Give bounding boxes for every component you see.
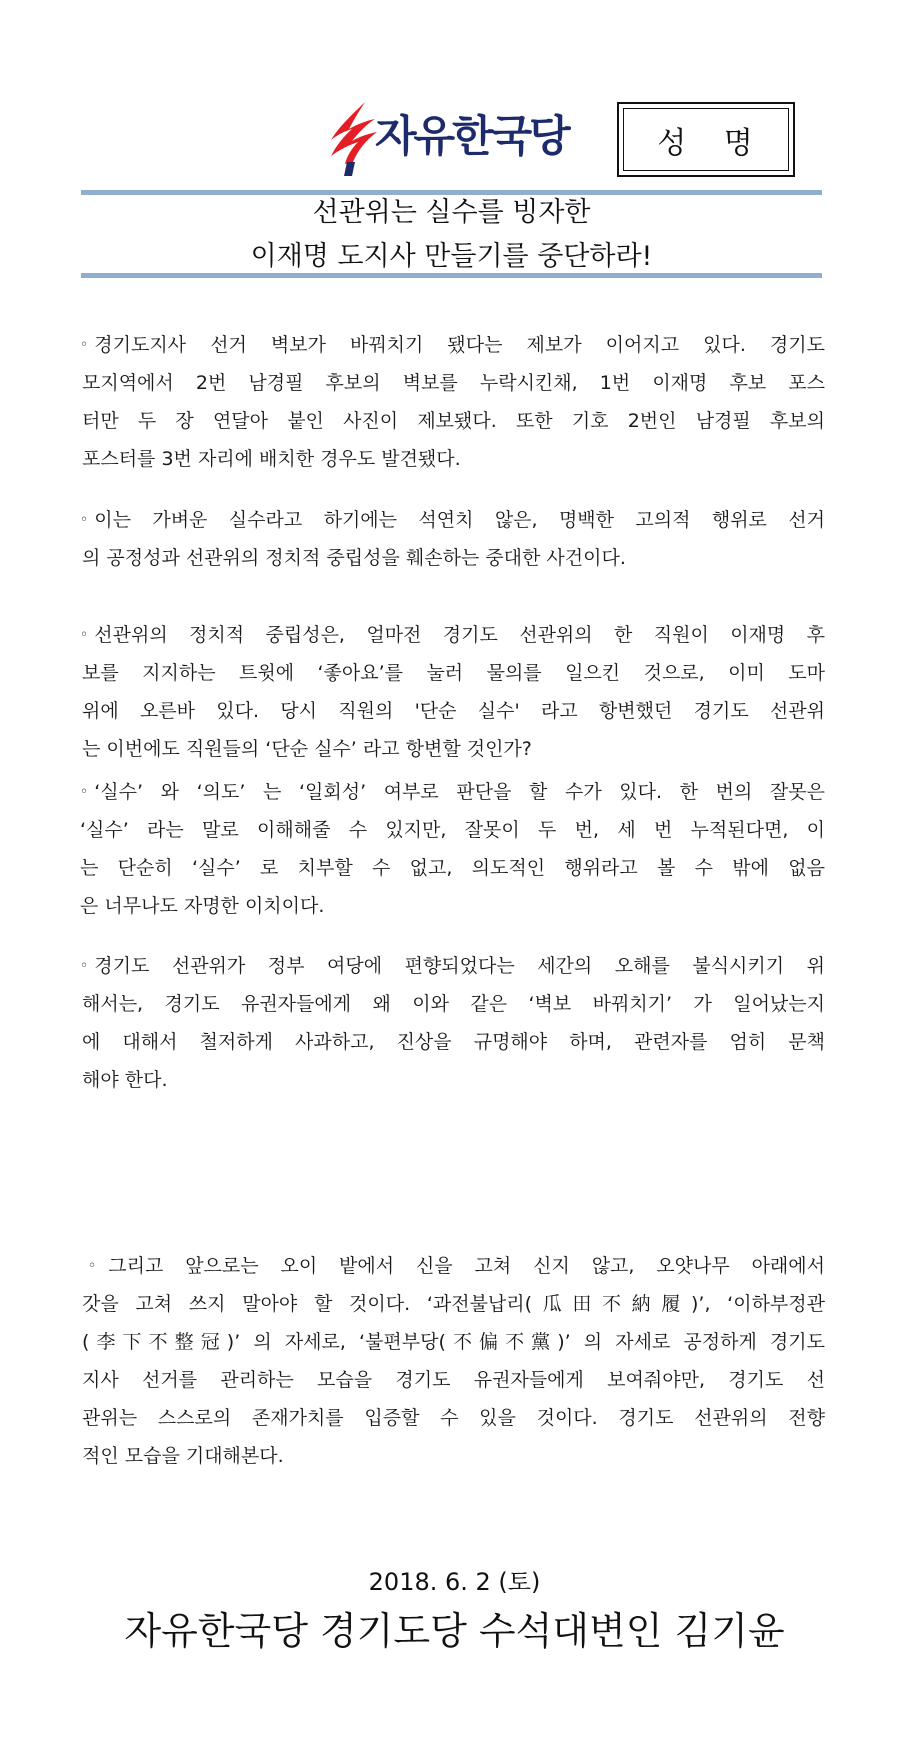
- party-logo-text: 자유한국당: [375, 112, 568, 162]
- paragraph-line: 는 이번에도 직원들의 ‘단순 실수’ 라고 항변할 것인가?: [82, 738, 532, 760]
- ring-bullet-icon: ◦: [80, 958, 89, 974]
- headline-rule-bottom: [81, 273, 822, 278]
- paragraph-line: 의 공정성과 선관위의 정치적 중립성을 훼손하는 중대한 사건이다.: [82, 547, 626, 569]
- paragraph-line: 위에 오른바 있다. 당시 직원의 '단순 실수' 라고 항변했던 경기도 선관위: [82, 700, 825, 722]
- ring-bullet-icon: ◦: [88, 1258, 97, 1274]
- paragraph-line: 해서는, 경기도 유권자들에게 왜 이와 같은 ‘벽보 바꿔치기’ 가 일어났는지: [82, 993, 825, 1015]
- paragraph-line: [80, 773, 825, 811]
- statement-date: 2018. 6. 2 (토): [368, 1568, 541, 1596]
- headline-line-2: 이재명 도지사 만들기를 중단하라!: [250, 241, 653, 272]
- ring-bullet-icon: ◦: [80, 512, 89, 528]
- paragraph-4: [80, 773, 825, 925]
- paragraph-line: 관위는 스스로의 존재가치를 입증할 수 있을 것이다. 경기도 선관위의 전향: [82, 1407, 825, 1429]
- paragraph-line: (李下不整冠)’ 의 자세로, ‘불편부당(不偏不黨)’ 의 자세로 공정하게 경기도: [82, 1331, 825, 1353]
- paragraph-line: 는 단순히 ‘실수’ 로 치부할 수 없고, 의도적인 행위라고 볼 수 밖에 없음: [80, 857, 825, 879]
- paragraph-3: [80, 616, 825, 768]
- ring-bullet-icon: ◦: [80, 337, 89, 353]
- paragraph-text: ‘실수’ 와 ‘의도’ 는 ‘일회성’ 여부로 판단을 할 수가 있다. 한 번의 잘못은: [94, 781, 825, 803]
- paragraph-1: [80, 326, 825, 478]
- paragraph-line: [80, 501, 825, 539]
- paragraph-line: 에 대해서 철저하게 사과하고, 진상을 규명해야 하며, 관련자를 엄히 문책: [82, 1031, 825, 1053]
- ring-bullet-icon: ◦: [80, 784, 89, 800]
- headline-rule-top: [81, 190, 822, 195]
- signature-line: 자유한국당 경기도당 수석대변인 김기윤: [124, 1609, 785, 1653]
- paragraph-line: [80, 1247, 825, 1285]
- paragraph-line: 포스터를 3번 자리에 배치한 경우도 발견됐다.: [82, 448, 461, 470]
- doc-type-label: 성 명: [623, 108, 789, 171]
- ring-bullet-icon: ◦: [80, 627, 89, 643]
- paragraph-line: [80, 947, 825, 985]
- paragraph-text: 이는 가벼운 실수라고 하기에는 석연치 않은, 명백한 고의적 행위로 선거: [94, 509, 825, 531]
- paragraph-line: 해야 한다.: [82, 1069, 168, 1091]
- paragraph-line: ‘실수’ 라는 말로 이해해줄 수 있지만, 잘못이 두 번, 세 번 누적된다면, 이: [80, 819, 825, 841]
- paragraph-text: 경기도지사 선거 벽보가 바꿔치기 됐다는 제보가 이어지고 있다. 경기도: [94, 334, 825, 356]
- paragraph-text: 경기도 선관위가 정부 여당에 편향되었다는 세간의 오해를 불식시키기 위: [94, 955, 825, 977]
- doc-type-box: [617, 102, 795, 177]
- paragraph-line: 모지역에서 2번 남경필 후보의 벽보를 누락시킨채, 1번 이재명 후보 포스: [82, 372, 825, 394]
- paragraph-text: 선관위의 정치적 중립성은, 얼마전 경기도 선관위의 한 직원이 이재명 후: [94, 624, 825, 646]
- paragraph-line: 적인 모습을 기대해본다.: [82, 1445, 284, 1467]
- paragraph-line: 갓을 고쳐 쓰지 말아야 할 것이다. ‘과전불납리(瓜田不納履)’, ‘이하부정관: [82, 1293, 825, 1315]
- paragraph-2: [80, 501, 825, 577]
- torch-flame-icon: [325, 102, 381, 176]
- paragraph-line: 보를 지지하는 트윗에 ‘좋아요’를 눌러 물의를 일으킨 것으로, 이미 도마: [82, 662, 825, 684]
- paragraph-5: [80, 947, 825, 1099]
- paragraph-line: [80, 616, 825, 654]
- headline-line-1: 선관위는 실수를 빙자한: [312, 197, 591, 228]
- paragraph-line: 은 너무나도 자명한 이치이다.: [80, 895, 325, 917]
- paragraph-6: [80, 1247, 825, 1475]
- paragraph-line: 지사 선거를 관리하는 모습을 경기도 유권자들에게 보여줘야만, 경기도 선: [82, 1369, 825, 1391]
- paragraph-line: 터만 두 장 연달아 붙인 사진이 제보됐다. 또한 기호 2번인 남경필 후보의: [82, 410, 825, 432]
- paragraph-text: 그리고 앞으로는 오이 밭에서 신을 고쳐 신지 않고, 오얏나무 아래에서: [108, 1255, 825, 1277]
- party-logo: [325, 102, 575, 180]
- paragraph-line: [80, 326, 825, 364]
